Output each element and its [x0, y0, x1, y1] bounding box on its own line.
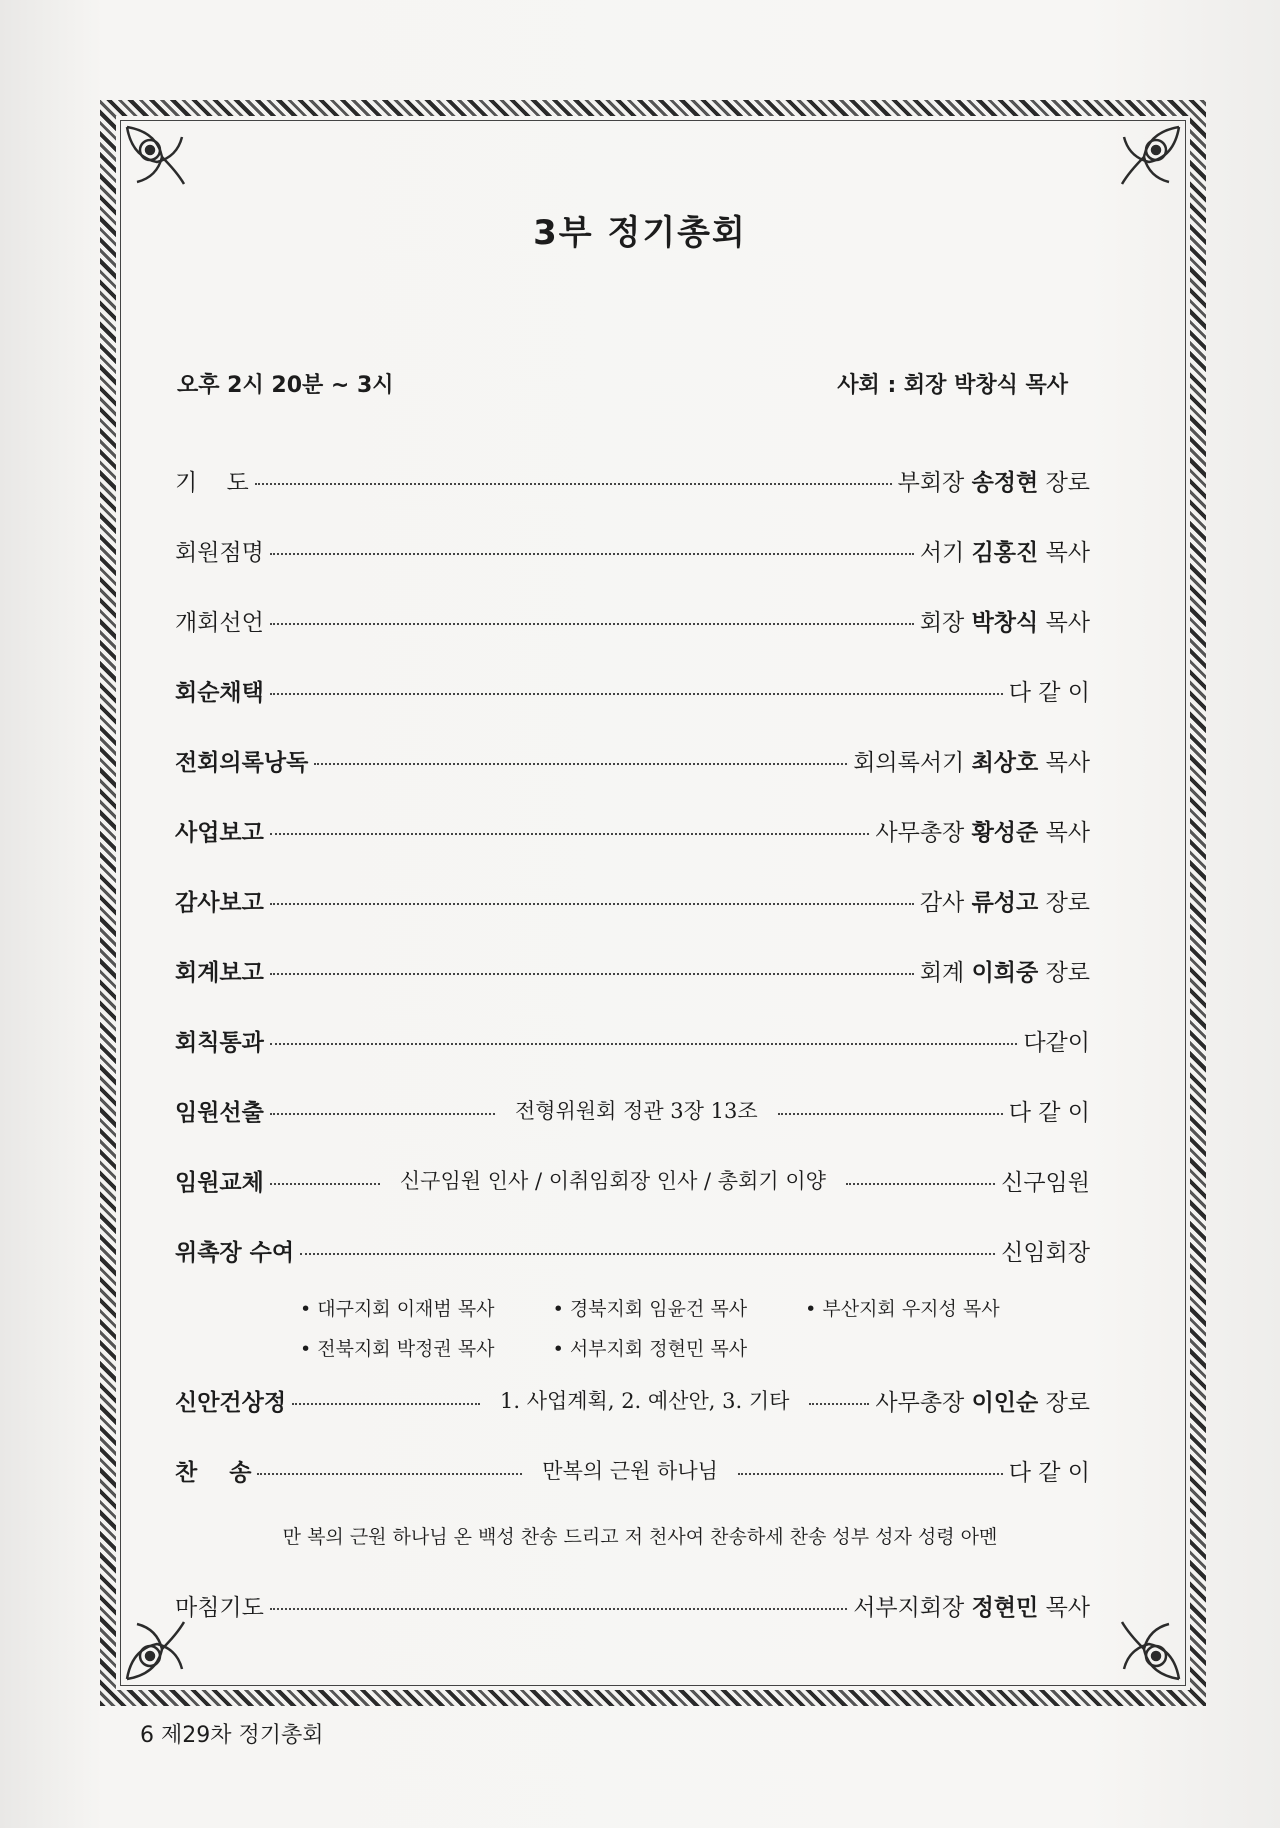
- item-value: 다 같 이: [1008, 679, 1090, 706]
- program-item: [175, 1090, 1090, 1130]
- appointee-item: • 대구지회 이재범 목사: [300, 1298, 495, 1320]
- program-item: [175, 1160, 1090, 1200]
- item-label: 임원선출: [175, 1099, 264, 1126]
- item-detail: 만복의 근원 하나님: [542, 1459, 718, 1483]
- corner-ornament-icon: [1114, 122, 1184, 192]
- item-value: 다 같 이: [1008, 1459, 1091, 1486]
- corner-ornament-icon: [122, 122, 192, 192]
- program-item: [175, 950, 1090, 990]
- leader-dots: [257, 1471, 522, 1475]
- item-value: 서기 김홍진 목사: [919, 539, 1090, 566]
- leader-dots: [270, 1111, 495, 1115]
- leader-dots: [270, 551, 914, 555]
- program-item: [175, 1230, 1090, 1270]
- appointee-item: • 전북지회 박정권 목사: [300, 1338, 495, 1360]
- session-host: 사회 : 회장 박창식 목사: [837, 373, 1068, 398]
- page-footer: [140, 1718, 324, 1749]
- hymn-lyrics: 만 복의 근원 하나님 온 백성 찬송 드리고 저 천사여 찬송하세 찬송 성부 성자 성령 아멘: [282, 1526, 998, 1548]
- item-value: 사무총장 황성준 목사: [875, 819, 1090, 846]
- leader-dots: [255, 481, 892, 485]
- leader-dots: [778, 1111, 1003, 1115]
- leader-dots: [270, 901, 914, 905]
- appointee-list: [300, 1294, 1052, 1321]
- item-label: 감사보고: [175, 889, 264, 916]
- leader-dots: [270, 1606, 847, 1610]
- item-value: 서부지회장 정현민 목사: [853, 1594, 1090, 1621]
- item-label: 회계보고: [175, 959, 264, 986]
- leader-dots: [300, 1251, 995, 1255]
- item-value: 부회장 송정현 장로: [897, 469, 1090, 496]
- item-value: 회장 박창식 목사: [919, 609, 1090, 636]
- item-label: 마침기도: [175, 1594, 264, 1621]
- program-item: [175, 1450, 1090, 1490]
- item-value: 다같이: [1023, 1029, 1090, 1056]
- leader-dots: [270, 1041, 1017, 1045]
- leader-dots: [314, 761, 847, 765]
- item-detail: 전형위원회 정관 3장 13조: [514, 1099, 758, 1123]
- item-value: 사무총장 이인순 장로: [875, 1389, 1090, 1416]
- item-detail: 신구임원 인사 / 이취임회장 인사 / 총회기 이양: [399, 1169, 826, 1193]
- program-item: [175, 1020, 1090, 1060]
- program-item: [175, 1585, 1090, 1625]
- leader-dots: [809, 1401, 869, 1405]
- program-item: [175, 670, 1090, 710]
- page-title: 3부 정기총회: [533, 213, 747, 253]
- appointee-item: • 서부지회 정현민 목사: [552, 1338, 748, 1360]
- corner-ornament-icon: [1114, 1614, 1184, 1684]
- item-value: 회의록서기 최상호 목사: [853, 749, 1090, 776]
- item-label: 개회선언: [175, 609, 264, 636]
- program-item: [175, 880, 1090, 920]
- leader-dots: [738, 1471, 1003, 1475]
- leader-dots: [270, 831, 870, 835]
- appointee-item: • 경북지회 임윤건 목사: [552, 1298, 748, 1320]
- program-item: [175, 530, 1090, 570]
- leader-dots: [270, 621, 914, 625]
- appointee-item: • 부산지회 우지성 목사: [805, 1298, 1000, 1320]
- item-value: 감사 류성고 장로: [919, 889, 1090, 916]
- leader-dots: [270, 1181, 380, 1185]
- leader-dots: [292, 1401, 480, 1405]
- item-label: 임원교체: [175, 1169, 264, 1196]
- item-value: 다 같 이: [1008, 1099, 1090, 1126]
- session-time: 오후 2시 20분 ~ 3시: [177, 373, 394, 398]
- item-detail: 1. 사업계획, 2. 예산안, 3. 기타: [499, 1389, 790, 1413]
- item-label: 신안건상정: [175, 1389, 287, 1416]
- item-label: 회원점명: [175, 539, 264, 566]
- item-label: 기 도: [175, 469, 249, 496]
- item-label: 회칙통과: [175, 1029, 264, 1056]
- page-number: 6: [140, 1723, 154, 1748]
- leader-dots: [846, 1181, 995, 1185]
- item-label: 위촉장 수여: [175, 1239, 295, 1266]
- program-item: [175, 740, 1090, 780]
- leader-dots: [270, 691, 1003, 695]
- item-value: 신구임원: [1001, 1169, 1090, 1196]
- appointee-list: [300, 1334, 799, 1361]
- item-label: 찬 송: [175, 1459, 252, 1486]
- item-label: 전회의록낭독: [175, 749, 309, 776]
- program-item: [175, 460, 1090, 500]
- item-label: 회순채택: [175, 679, 264, 706]
- program-item: [175, 1380, 1090, 1420]
- program-item: [175, 600, 1090, 640]
- program-item: [175, 810, 1090, 850]
- item-value: 회계 이희중 장로: [919, 959, 1090, 986]
- item-label: 사업보고: [175, 819, 264, 846]
- footer-title: 제29차 정기총회: [161, 1723, 324, 1748]
- item-value: 신임회장: [1001, 1239, 1090, 1266]
- leader-dots: [270, 971, 914, 975]
